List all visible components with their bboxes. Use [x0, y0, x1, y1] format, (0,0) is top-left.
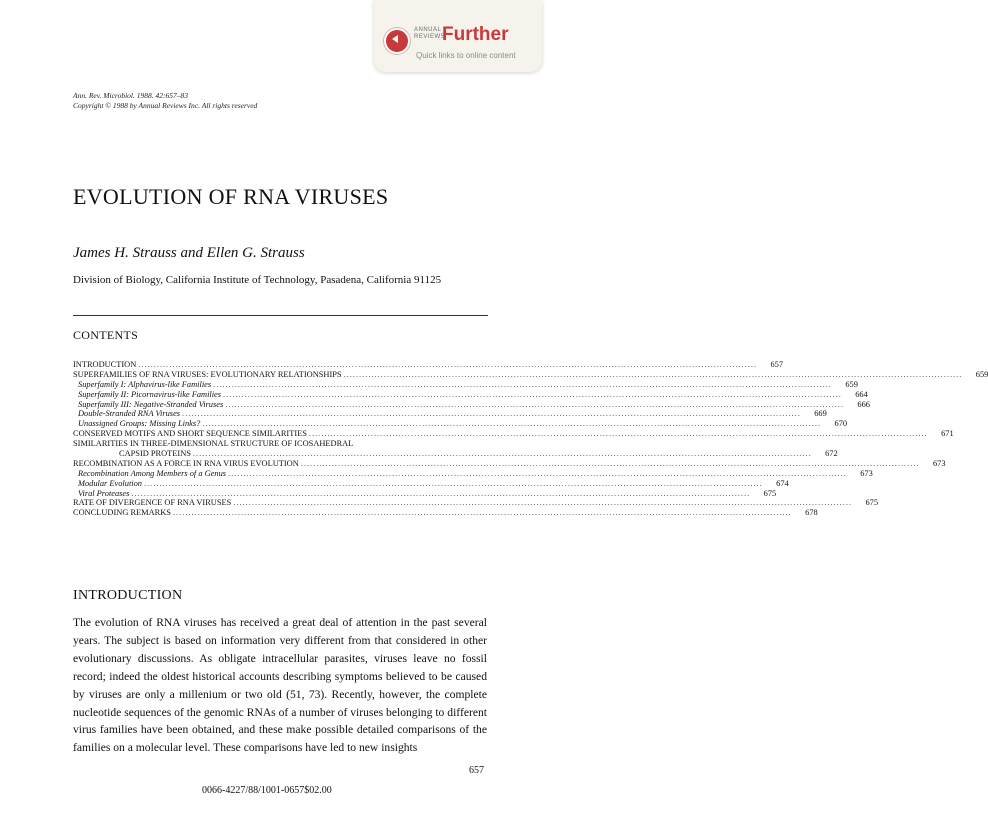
toc-entry: [73, 399, 870, 410]
toc-entry: [73, 468, 873, 479]
toc-leader-dots: ........................................................................................................................................................................................................: [233, 498, 853, 508]
copyright-line: Copyright © 1988 by Annual Reviews Inc. All rights reserved: [73, 101, 258, 110]
citation-line: Ann. Rev. Microbiol. 1988. 42:657–83: [73, 91, 188, 100]
article-title: EVOLUTION OF RNA VIRUSES: [73, 184, 389, 209]
toc-entry-title: Superfamily I: Alphavirus-like Families: [78, 379, 212, 389]
toc-entry: [73, 449, 838, 459]
toc-leader-dots: ........................................................................................................................................................................................................: [228, 468, 847, 478]
article-code: 0066-4227/88/1001-0657$02.00: [202, 785, 332, 796]
toc-entry-title: Double-Stranded RNA Viruses: [78, 409, 181, 419]
toc-entry-page: 669: [814, 409, 827, 419]
contents-heading: CONTENTS: [73, 328, 139, 342]
toc-entry-page: 675: [763, 488, 777, 498]
toc-entry: [73, 379, 858, 390]
toc-entry-page: 659: [975, 369, 988, 379]
toc-entry: [73, 359, 784, 370]
toc-leader-dots: ........................................................................................................................................................................................................: [225, 399, 844, 409]
toc-entry-title: Unassigned Groups: Missing Links?: [78, 419, 201, 429]
page-number: 657: [469, 765, 484, 776]
toc-leader-dots: ........................................................................................................................................................................................................: [202, 419, 822, 429]
toc-entry-title: INTRODUCTION: [73, 359, 137, 369]
further-tagline: Quick links to online content: [416, 51, 516, 60]
article-authors: James H. Strauss and Ellen G. Strauss: [73, 245, 305, 261]
toc-entry-title: SIMILARITIES IN THREE-DIMENSIONAL STRUCTURE OF ICOSAHEDRAL: [73, 439, 354, 449]
toc-leader-dots: ........................................................................................................................................................................................................: [138, 359, 758, 369]
toc-leader-dots: ........................................................................................................................................................................................................: [172, 508, 792, 518]
toc-entry-page: 657: [770, 359, 784, 369]
toc-entry-page: 675: [865, 498, 879, 508]
toc-entry: [73, 409, 827, 419]
toc-entry: [73, 458, 946, 469]
toc-entry-title: SUPERFAMILIES OF RNA VIRUSES: EVOLUTIONARY RELATIONSHIPS: [73, 369, 342, 379]
toc-leader-dots: ........................................................................................................................................................................................................: [343, 369, 963, 379]
further-label: Further: [442, 24, 509, 45]
toc-entry: [73, 389, 868, 400]
toc-entry-title: Superfamily III: Negative-Stranded Viruses: [78, 399, 224, 409]
toc-entry-page: 678: [805, 508, 818, 518]
toc-entry-title: CONSERVED MOTIFS AND SHORT SEQUENCE SIMILARITIES: [73, 429, 307, 439]
toc-entry: [73, 488, 777, 499]
toc-leader-dots: ........................................................................................................................................................................................................: [131, 488, 751, 498]
toc-entry: [73, 478, 789, 489]
toc-leader-dots: ........................................................................................................................................................................................................: [223, 389, 842, 399]
toc-leader-dots: ........................................................................................................................................................................................................: [308, 429, 928, 439]
arrow-circle-icon: [384, 28, 410, 54]
annual-reviews-logo-text: ANNUAL REVIEWS: [414, 27, 446, 40]
toc-entry: [73, 429, 954, 439]
toc-entry-page: 673: [860, 468, 873, 478]
table-of-contents: [73, 359, 988, 518]
toc-entry-title: Superfamily II: Picornavirus-like Families: [78, 389, 222, 399]
toc-entry: [73, 419, 848, 429]
toc-entry-page: 672: [825, 449, 838, 458]
toc-entry: [73, 369, 988, 380]
toc-entry-page: 670: [834, 419, 848, 429]
introduction-heading: INTRODUCTION: [73, 588, 183, 603]
toc-entry-title: Viral Proteases: [78, 488, 130, 498]
toc-entry-title: RECOMBINATION AS A FORCE IN RNA VIRUS EVOLUTION: [73, 458, 299, 468]
toc-entry-title: Modular Evolution: [78, 478, 142, 488]
toc-entry-title: Recombination Among Members of a Genus: [78, 468, 227, 478]
toc-entry-page: 659: [845, 379, 858, 389]
toc-leader-dots: ........................................................................................................................................................................................................: [192, 449, 812, 458]
author-affiliation: Division of Biology, California Institute of Technology, Pasadena, California 91125: [73, 274, 442, 286]
toc-leader-dots: ........................................................................................................................................................................................................: [300, 458, 920, 468]
toc-leader-dots: ........................................................................................................................................................................................................: [143, 478, 763, 488]
toc-entry: [73, 439, 486, 449]
annual-reviews-further-banner[interactable]: [374, 0, 542, 72]
toc-entry-title: CAPSID PROTEINS: [119, 449, 191, 458]
toc-entry-page: 664: [855, 389, 868, 399]
toc-entry-page: 674: [776, 478, 789, 488]
toc-entry-title: RATE OF DIVERGENCE OF RNA VIRUSES: [73, 498, 232, 508]
section-divider: [73, 315, 488, 316]
toc-entry: [73, 508, 818, 518]
introduction-paragraph: The evolution of RNA viruses has received a great deal of attention in the past several years. The subject is based on information very different from that considered in other evolutionary discussions. As obligate intracellular parasites, viruses leave no fossil record; indeed the oldest historical accounts describing symptoms believed to be caused by viruses are only a millenium or two old (51, 73). Recently, however, the complete nucleotide sequences of the genomic RNAs of a number of viruses belonging to different virus families have been obtained, and these make possible detailed comparisons of the families on a molecular level. These comparisons have led to new insights: [73, 616, 487, 755]
toc-entry-page: 673: [932, 458, 946, 468]
toc-leader-dots: ........................................................................................................................................................................................................: [213, 379, 832, 389]
toc-leader-dots: ........................................................................................................................................................................................................: [182, 409, 801, 419]
toc-entry-page: 666: [857, 399, 870, 409]
toc-entry-page: 671: [941, 429, 954, 439]
journal-citation: [73, 91, 257, 111]
toc-entry: [73, 498, 879, 508]
toc-entry-title: CONCLUDING REMARKS: [73, 508, 171, 518]
